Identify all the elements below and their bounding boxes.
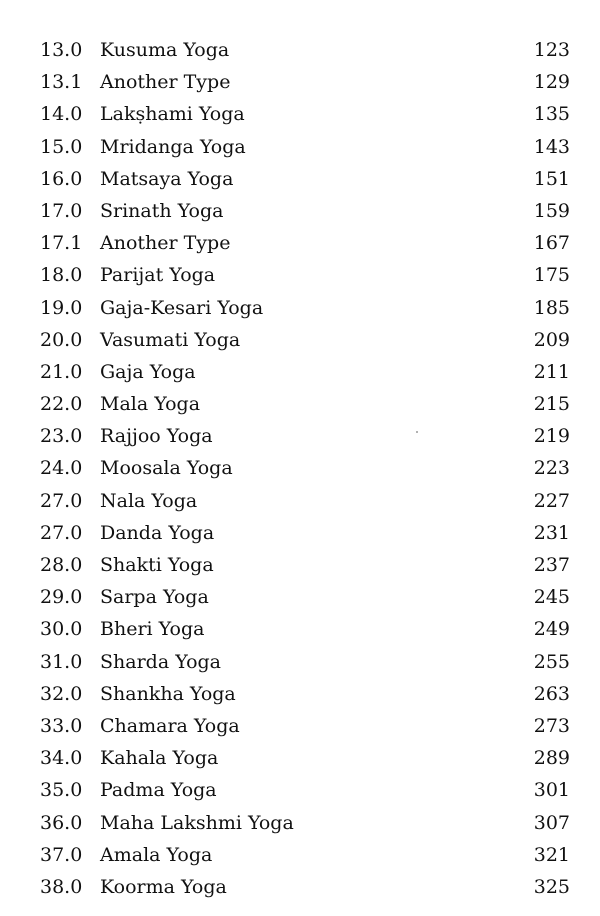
section-title: Gaja Yoga — [100, 360, 196, 383]
toc-entry — [0, 356, 600, 388]
toc-entry — [0, 324, 600, 356]
section-title: Sarpa Yoga — [100, 586, 209, 609]
section-number: 23.0 — [40, 425, 83, 448]
section-number: 28.0 — [40, 554, 83, 576]
page-number: 301 — [533, 779, 570, 802]
page-number: 237 — [533, 554, 570, 576]
section-title: Gaja-Kesari Yoga — [100, 296, 264, 319]
page-number: 249 — [533, 618, 570, 641]
page-number: 135 — [533, 103, 570, 126]
section-number: 32.0 — [40, 682, 83, 705]
section-number: 20.0 — [40, 328, 83, 351]
toc-entry — [0, 613, 600, 645]
scan-speck — [416, 431, 418, 433]
section-title: Rajjoo Yoga — [100, 425, 213, 448]
section-number: 22.0 — [40, 393, 83, 416]
section-number: 38.0 — [40, 875, 83, 898]
page-number: 215 — [533, 393, 570, 416]
section-title: Amala Yoga — [100, 843, 213, 866]
section-number: 16.0 — [40, 167, 83, 190]
section-title: Srinath Yoga — [100, 199, 224, 222]
section-number: 17.0 — [40, 199, 83, 222]
toc-entry — [0, 131, 600, 163]
section-title: Maha Lakshmi Yoga — [100, 811, 294, 834]
page-number: 175 — [533, 264, 570, 287]
section-title: Padma Yoga — [100, 779, 217, 802]
section-number: 17.1 — [40, 232, 83, 255]
section-number: 18.0 — [40, 264, 83, 287]
page-number: 263 — [533, 682, 570, 705]
table-of-contents — [0, 34, 600, 903]
toc-entry — [0, 710, 600, 742]
page-number: 289 — [533, 747, 570, 770]
page-number: 129 — [533, 71, 570, 94]
page-number: 211 — [533, 360, 570, 383]
toc-entry — [0, 871, 600, 903]
section-title: Vasumati Yoga — [100, 328, 241, 351]
page-number: 255 — [533, 650, 570, 673]
page-number: 219 — [533, 425, 570, 448]
toc-entry — [0, 549, 600, 581]
section-title: Matsaya Yoga — [100, 167, 234, 190]
toc-entry — [0, 678, 600, 710]
toc-entry — [0, 34, 600, 66]
page-number: 159 — [533, 199, 570, 222]
page-number: 223 — [533, 457, 570, 480]
page-number: 273 — [533, 714, 570, 737]
page-number: 227 — [533, 489, 570, 512]
toc-entry — [0, 388, 600, 420]
toc-entry — [0, 774, 600, 806]
section-title: Lakṣhami Yoga — [100, 103, 245, 126]
toc-entry — [0, 581, 600, 613]
page-number: 321 — [533, 843, 570, 866]
section-number: 13.0 — [40, 39, 83, 61]
section-title: Sharda Yoga — [100, 650, 222, 673]
section-title: Shakti Yoga — [100, 554, 214, 576]
toc-entry — [0, 227, 600, 259]
section-number: 29.0 — [40, 586, 83, 609]
section-number: 24.0 — [40, 457, 83, 480]
toc-entry — [0, 66, 600, 98]
section-title: Nala Yoga — [100, 489, 198, 512]
page-number: 231 — [533, 521, 570, 544]
toc-entry — [0, 517, 600, 549]
section-number: 27.0 — [40, 489, 83, 512]
toc-entry — [0, 98, 600, 130]
toc-entry — [0, 292, 600, 324]
section-number: 36.0 — [40, 811, 83, 834]
section-title: Bheri Yoga — [100, 618, 205, 641]
toc-entry — [0, 485, 600, 517]
toc-entry — [0, 839, 600, 871]
page-number: 307 — [533, 811, 570, 834]
section-number: 37.0 — [40, 843, 83, 866]
section-number: 21.0 — [40, 360, 83, 383]
section-title: Kahala Yoga — [100, 747, 219, 770]
toc-entry — [0, 163, 600, 195]
section-number: 14.0 — [40, 103, 83, 126]
page-number: 325 — [533, 875, 570, 898]
toc-entry — [0, 646, 600, 678]
page-number: 245 — [533, 586, 570, 609]
section-number: 13.1 — [40, 71, 83, 94]
section-title: Kusuma Yoga — [100, 39, 230, 61]
section-number: 30.0 — [40, 618, 83, 641]
page-number: 143 — [533, 135, 570, 158]
section-title: Another Type — [100, 232, 231, 255]
page-number: 209 — [533, 328, 570, 351]
section-title: Danda Yoga — [100, 521, 215, 544]
page-number: 185 — [533, 296, 570, 319]
section-number: 15.0 — [40, 135, 83, 158]
section-title: Another Type — [100, 71, 231, 94]
section-title: Parijat Yoga — [100, 264, 216, 287]
section-number: 34.0 — [40, 747, 83, 770]
toc-entry — [0, 742, 600, 774]
section-number: 33.0 — [40, 714, 83, 737]
section-number: 31.0 — [40, 650, 83, 673]
section-number: 35.0 — [40, 779, 83, 802]
section-title: Koorma Yoga — [100, 875, 227, 898]
section-number: 19.0 — [40, 296, 83, 319]
toc-entry — [0, 195, 600, 227]
section-title: Mridanga Yoga — [100, 135, 246, 158]
toc-entry — [0, 807, 600, 839]
toc-entry — [0, 259, 600, 291]
section-number: 27.0 — [40, 521, 83, 544]
page-number: 151 — [533, 167, 570, 190]
section-title: Shankha Yoga — [100, 682, 236, 705]
toc-entry — [0, 452, 600, 484]
page-number: 123 — [533, 39, 570, 61]
section-title: Moosala Yoga — [100, 457, 233, 480]
page-number: 167 — [533, 232, 570, 255]
toc-entry — [0, 420, 600, 452]
section-title: Chamara Yoga — [100, 714, 240, 737]
section-title: Mala Yoga — [100, 393, 201, 416]
